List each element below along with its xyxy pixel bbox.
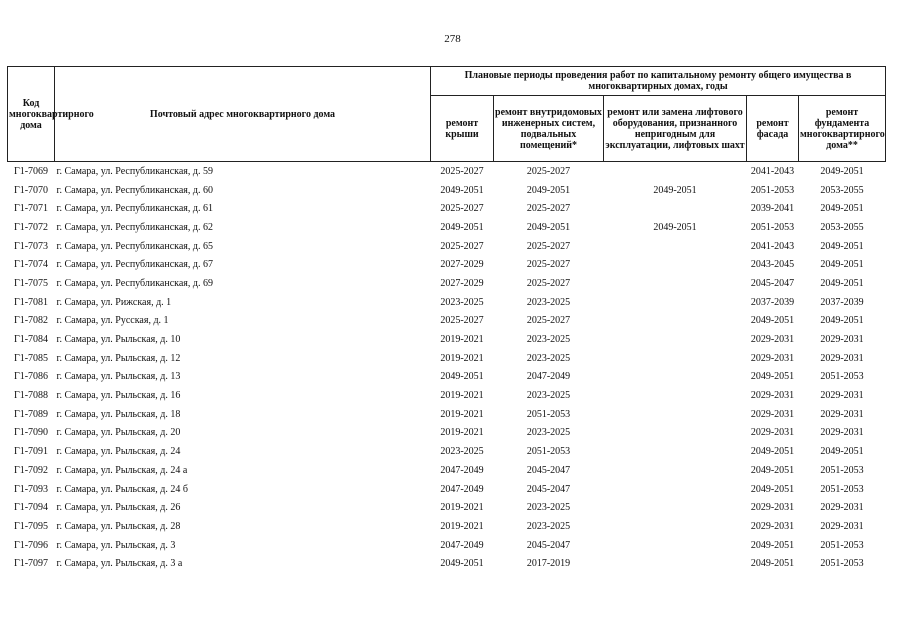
cell-foundation: 2051-2053: [820, 464, 864, 476]
cell-code: Г1-7086: [13, 371, 49, 383]
cell-address: г. Самара, ул. Рыльская, д. 13: [56, 371, 181, 383]
cell-code: Г1-7091: [13, 446, 49, 458]
cell-foundation: 2029-2031: [820, 334, 864, 346]
cell-facade: 2049-2051: [750, 483, 795, 495]
table-row: [8, 498, 886, 517]
cell-code: Г1-7089: [13, 408, 49, 420]
cell-engineering: 2049-2051: [526, 184, 571, 196]
cell-code: Г1-7071: [13, 203, 49, 215]
cell-engineering: 2025-2027: [526, 277, 571, 289]
repair-schedule-table: [7, 66, 886, 573]
cell-elevator: [604, 237, 747, 256]
cell-address: г. Самара, ул. Рыльская, д. 24 а: [56, 464, 188, 476]
cell-elevator: [604, 554, 747, 573]
cell-roof: 2047-2049: [440, 539, 484, 551]
cell-engineering: 2025-2027: [526, 203, 571, 215]
cell-engineering: 2023-2025: [526, 352, 571, 364]
cell-address: г. Самара, ул. Республиканская, д. 62: [56, 221, 213, 233]
cell-roof: 2025-2027: [440, 203, 484, 215]
table-row: [8, 237, 886, 256]
cell-engineering: 2045-2047: [526, 464, 571, 476]
cell-address: г. Самара, ул. Рыльская, д. 18: [56, 408, 181, 420]
cell-engineering: 2023-2025: [526, 427, 571, 439]
cell-elevator: [604, 405, 747, 424]
cell-engineering: 2025-2027: [526, 165, 571, 177]
cell-engineering: 2023-2025: [526, 334, 571, 346]
cell-roof: 2019-2021: [440, 408, 484, 420]
cell-engineering: 2045-2047: [526, 539, 571, 551]
cell-elevator: [604, 293, 747, 312]
cell-address: г. Самара, ул. Рижская, д. 1: [56, 296, 172, 308]
cell-code: Г1-7082: [13, 315, 49, 327]
cell-code: Г1-7074: [13, 259, 49, 271]
cell-engineering: 2023-2025: [526, 520, 571, 532]
cell-foundation: 2049-2051: [820, 446, 864, 458]
table-row: [8, 554, 886, 573]
cell-elevator: [604, 199, 747, 218]
header-code: Код многоквартирного дома: [8, 67, 55, 162]
cell-code: Г1-7088: [13, 390, 49, 402]
cell-address: г. Самара, ул. Рыльская, д. 24: [56, 446, 181, 458]
cell-engineering: 2025-2027: [526, 240, 571, 252]
cell-engineering: 2023-2025: [526, 502, 571, 514]
table-row: [8, 424, 886, 443]
cell-elevator: [604, 274, 747, 293]
cell-code: Г1-7092: [13, 464, 49, 476]
cell-elevator: [604, 330, 747, 349]
cell-foundation: 2053-2055: [820, 184, 864, 196]
cell-code: Г1-7084: [13, 334, 49, 346]
cell-engineering: 2045-2047: [526, 483, 571, 495]
cell-code: Г1-7070: [13, 184, 49, 196]
cell-facade: 2029-2031: [750, 408, 795, 420]
cell-code: Г1-7081: [13, 296, 49, 308]
cell-elevator: [604, 312, 747, 331]
cell-facade: 2029-2031: [750, 427, 795, 439]
page-number: 278: [444, 33, 461, 45]
cell-elevator: 2049-2051: [653, 184, 697, 196]
table-row: [8, 349, 886, 368]
cell-engineering: 2047-2049: [526, 371, 571, 383]
table-row: [8, 368, 886, 387]
cell-roof: 2019-2021: [440, 502, 484, 514]
cell-address: г. Самара, ул. Республиканская, д. 69: [56, 277, 213, 289]
cell-elevator: [604, 517, 747, 536]
cell-code: Г1-7095: [13, 520, 49, 532]
cell-roof: 2047-2049: [440, 464, 484, 476]
table-row: [8, 536, 886, 555]
cell-roof: 2027-2029: [440, 277, 484, 289]
cell-roof: 2049-2051: [440, 558, 484, 570]
header-foundation: ремонт фундамента многоквартирного дома**: [799, 96, 886, 162]
cell-engineering: 2051-2053: [526, 408, 571, 420]
cell-elevator: [604, 424, 747, 443]
cell-foundation: 2049-2051: [820, 203, 864, 215]
cell-facade: 2039-2041: [750, 203, 795, 215]
table-row: [8, 312, 886, 331]
cell-roof: 2019-2021: [440, 352, 484, 364]
cell-roof: 2027-2029: [440, 259, 484, 271]
cell-code: Г1-7093: [13, 483, 49, 495]
cell-foundation: 2029-2031: [820, 502, 864, 514]
cell-engineering: 2017-2019: [526, 558, 571, 570]
cell-facade: 2029-2031: [750, 334, 795, 346]
cell-facade: 2045-2047: [750, 277, 795, 289]
cell-roof: 2019-2021: [440, 520, 484, 532]
table-row: [8, 461, 886, 480]
cell-facade: 2049-2051: [750, 464, 795, 476]
cell-facade: 2049-2051: [750, 539, 795, 551]
cell-roof: 2049-2051: [440, 184, 484, 196]
cell-address: г. Самара, ул. Рыльская, д. 20: [56, 427, 181, 439]
cell-roof: 2049-2051: [440, 221, 484, 233]
cell-address: г. Самара, ул. Рыльская, д. 3 а: [56, 558, 183, 570]
header-engineering-systems: ремонт внутридомовых инженерных систем, подвальных помещений*: [494, 96, 604, 162]
cell-address: г. Самара, ул. Республиканская, д. 60: [56, 184, 213, 196]
table-row: [8, 517, 886, 536]
table-row: [8, 274, 886, 293]
cell-roof: 2049-2051: [440, 371, 484, 383]
cell-foundation: 2051-2053: [820, 371, 864, 383]
cell-engineering: 2051-2053: [526, 446, 571, 458]
table-row: [8, 480, 886, 499]
cell-address: г. Самара, ул. Рыльская, д. 10: [56, 334, 181, 346]
cell-elevator: [604, 349, 747, 368]
table-header: [8, 67, 886, 162]
cell-address: г. Самара, ул. Рыльская, д. 12: [56, 352, 181, 364]
cell-code: Г1-7094: [13, 502, 49, 514]
cell-foundation: 2053-2055: [820, 221, 864, 233]
cell-elevator: [604, 162, 747, 181]
cell-facade: 2043-2045: [750, 259, 795, 271]
cell-foundation: 2029-2031: [820, 352, 864, 364]
cell-facade: 2049-2051: [750, 371, 795, 383]
cell-roof: 2019-2021: [440, 390, 484, 402]
cell-engineering: 2023-2025: [526, 296, 571, 308]
cell-facade: 2041-2043: [750, 240, 795, 252]
cell-address: г. Самара, ул. Русская, д. 1: [56, 315, 169, 327]
cell-elevator: [604, 480, 747, 499]
cell-facade: 2029-2031: [750, 502, 795, 514]
table-row: [8, 218, 886, 237]
table-row: [8, 162, 886, 181]
cell-facade: 2049-2051: [750, 446, 795, 458]
cell-address: г. Самара, ул. Рыльская, д. 26: [56, 502, 181, 514]
header-planned-periods: Плановые периоды проведения работ по капитальному ремонту общего имущества в многоквартирных домах, годы: [431, 67, 886, 96]
cell-facade: 2049-2051: [750, 558, 795, 570]
table-row: [8, 255, 886, 274]
cell-foundation: 2029-2031: [820, 520, 864, 532]
table-row: [8, 442, 886, 461]
cell-address: г. Самара, ул. Республиканская, д. 67: [56, 259, 213, 271]
cell-foundation: 2051-2053: [820, 483, 864, 495]
cell-code: Г1-7090: [13, 427, 49, 439]
cell-foundation: 2051-2053: [820, 539, 864, 551]
cell-foundation: 2037-2039: [820, 296, 864, 308]
cell-roof: 2025-2027: [440, 165, 484, 177]
cell-code: Г1-7085: [13, 352, 49, 364]
cell-code: Г1-7075: [13, 277, 49, 289]
cell-facade: 2037-2039: [750, 296, 795, 308]
cell-elevator: [604, 536, 747, 555]
cell-roof: 2047-2049: [440, 483, 484, 495]
cell-engineering: 2049-2051: [526, 221, 571, 233]
table-row: [8, 386, 886, 405]
cell-facade: 2049-2051: [750, 315, 795, 327]
cell-elevator: [604, 442, 747, 461]
cell-address: г. Самара, ул. Рыльская, д. 28: [56, 520, 181, 532]
cell-foundation: 2049-2051: [820, 165, 864, 177]
header-roof: ремонт крыши: [431, 96, 494, 162]
cell-code: Г1-7097: [13, 558, 49, 570]
cell-elevator: [604, 498, 747, 517]
cell-roof: 2025-2027: [440, 315, 484, 327]
header-address: Почтовый адрес многоквартирного дома: [55, 67, 431, 162]
cell-engineering: 2025-2027: [526, 259, 571, 271]
cell-engineering: 2025-2027: [526, 315, 571, 327]
cell-roof: 2023-2025: [440, 296, 484, 308]
header-elevator: ремонт или замена лифтового оборудования, признанного непригодным для эксплуатации, лифтовых шахт: [604, 96, 747, 162]
table-row: [8, 405, 886, 424]
cell-foundation: 2029-2031: [820, 427, 864, 439]
cell-address: г. Самара, ул. Республиканская, д. 59: [56, 165, 213, 177]
table-row: [8, 293, 886, 312]
cell-facade: 2051-2053: [750, 184, 795, 196]
cell-address: г. Самара, ул. Рыльская, д. 24 б: [56, 483, 188, 495]
cell-facade: 2051-2053: [750, 221, 795, 233]
cell-foundation: 2049-2051: [820, 259, 864, 271]
cell-foundation: 2049-2051: [820, 277, 864, 289]
cell-foundation: 2049-2051: [820, 315, 864, 327]
cell-address: г. Самара, ул. Республиканская, д. 61: [56, 203, 213, 215]
cell-elevator: [604, 255, 747, 274]
cell-address: г. Самара, ул. Рыльская, д. 3: [56, 539, 176, 551]
cell-code: Г1-7096: [13, 539, 49, 551]
cell-engineering: 2023-2025: [526, 390, 571, 402]
cell-roof: 2019-2021: [440, 427, 484, 439]
cell-facade: 2029-2031: [750, 520, 795, 532]
table-row: [8, 181, 886, 200]
cell-facade: 2041-2043: [750, 165, 795, 177]
cell-roof: 2025-2027: [440, 240, 484, 252]
cell-code: Г1-7069: [13, 165, 49, 177]
table-row: [8, 199, 886, 218]
cell-code: Г1-7072: [13, 221, 49, 233]
cell-address: г. Самара, ул. Рыльская, д. 16: [56, 390, 181, 402]
cell-foundation: 2029-2031: [820, 408, 864, 420]
cell-address: г. Самара, ул. Республиканская, д. 65: [56, 240, 213, 252]
cell-elevator: 2049-2051: [653, 221, 697, 233]
header-facade: ремонт фасада: [747, 96, 799, 162]
cell-foundation: 2029-2031: [820, 390, 864, 402]
table-row: [8, 330, 886, 349]
cell-roof: 2019-2021: [440, 334, 484, 346]
table-body: [8, 162, 886, 574]
cell-elevator: [604, 461, 747, 480]
cell-foundation: 2049-2051: [820, 240, 864, 252]
cell-facade: 2029-2031: [750, 352, 795, 364]
cell-elevator: [604, 368, 747, 387]
cell-elevator: [604, 386, 747, 405]
cell-code: Г1-7073: [13, 240, 49, 252]
cell-roof: 2023-2025: [440, 446, 484, 458]
cell-foundation: 2051-2053: [820, 558, 864, 570]
cell-facade: 2029-2031: [750, 390, 795, 402]
